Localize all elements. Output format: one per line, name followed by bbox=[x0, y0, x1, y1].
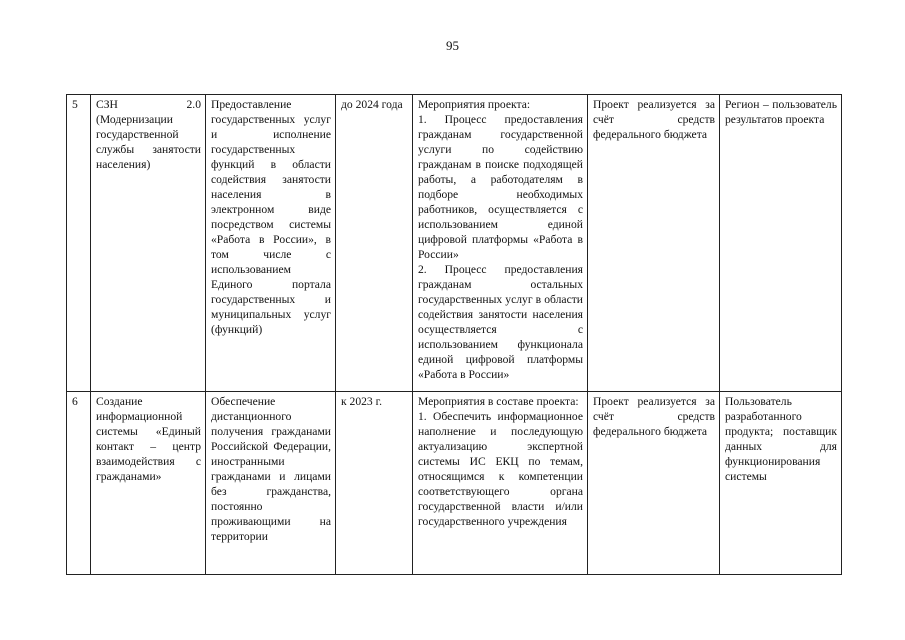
activity-paragraph: 2. Процесс предоставления гражданам остальных государственных услуг в области содействия занятости населения осуществляется с использованием функционала единой цифровой платформы «Работа в России» bbox=[418, 263, 583, 381]
project-activities bbox=[413, 392, 588, 575]
activity-paragraph: 1. Обеспечить информационное наполнение и последующую актуализацию экспертной системы ИС ЕКЦ по темам, относящимся к компетенции соответствующего органа государственной власти и/или государственного учреждения bbox=[418, 410, 583, 528]
project-description: Предоставление государственных услуг и исполнение государственных функций в области содействия занятости населения в электронном виде посредством системы «Работа в России», в том числе с использованием Единого портала государственных и муниципальных услуг (функций) bbox=[206, 95, 336, 392]
activity-paragraph: 1. Процесс предоставления гражданам государственной услуги по содействию гражданам в поиске подходящей работы, а работодателям в подборе необходимых работников, осуществляется с использованием единой цифровой платформы «Работа в России» bbox=[418, 113, 583, 261]
project-term: до 2024 года bbox=[336, 95, 413, 392]
project-term: к 2023 г. bbox=[336, 392, 413, 575]
row-number: 6 bbox=[67, 392, 91, 575]
project-funding: Проект реализуется за счёт средств федерального бюджета bbox=[588, 392, 720, 575]
project-activities bbox=[413, 95, 588, 392]
page-number: 95 bbox=[446, 38, 459, 53]
project-name: СЗН 2.0 (Модернизации государственной службы занятости населения) bbox=[91, 95, 206, 392]
activity-paragraph: Мероприятия проекта: bbox=[418, 98, 531, 111]
project-funding: Проект реализуется за счёт средств федерального бюджета bbox=[588, 95, 720, 392]
table-row bbox=[67, 392, 842, 575]
table-row bbox=[67, 95, 842, 392]
row-number: 5 bbox=[67, 95, 91, 392]
project-description: Обеспечение дистанционного получения гражданами Российской Федерации, иностранными гражданами и лицами без гражданства, постоянно проживающими на территории bbox=[206, 392, 336, 575]
activity-paragraph: Мероприятия в составе проекта: bbox=[418, 395, 579, 408]
project-roles: Регион – пользователь результатов проекта bbox=[720, 95, 842, 392]
project-name: Создание информационной системы «Единый контакт – центр взаимодействия с гражданами» bbox=[91, 392, 206, 575]
projects-table bbox=[66, 94, 842, 575]
project-roles: Пользователь разработанного продукта; поставщик данных для функционирования системы bbox=[720, 392, 842, 575]
